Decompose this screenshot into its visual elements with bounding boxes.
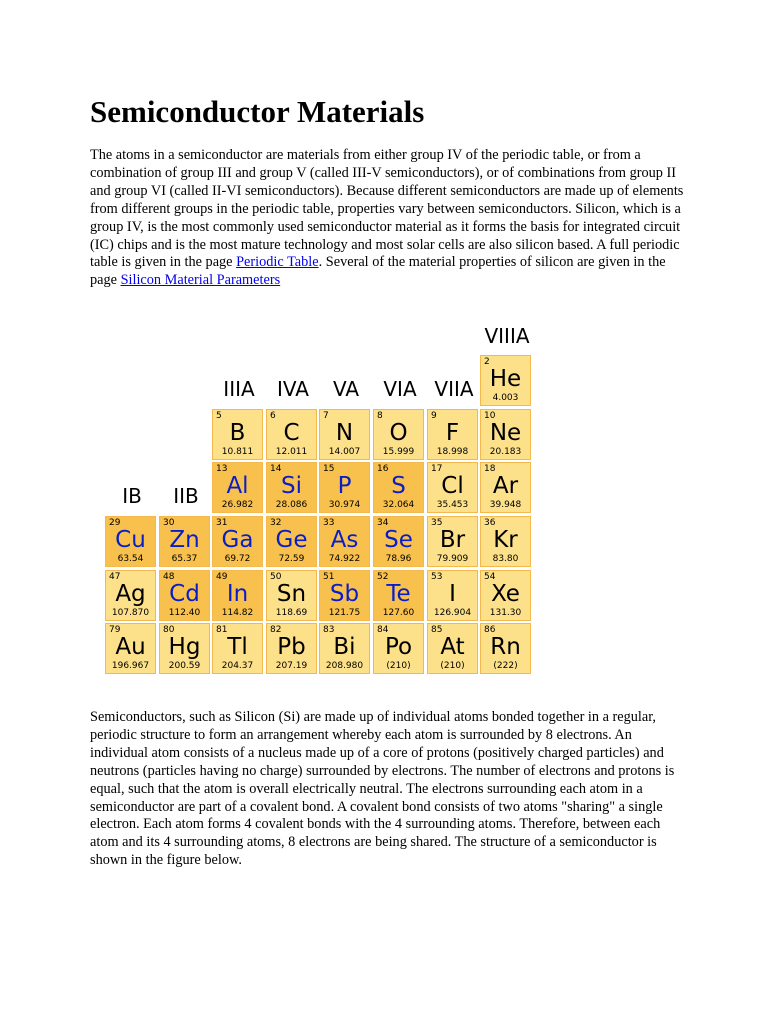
- element-cell-hg: [159, 623, 210, 674]
- element-symbol: N: [335, 420, 354, 446]
- atomic-mass: 30.974: [328, 500, 361, 510]
- element-symbol: He: [489, 366, 522, 392]
- atomic-number: 48: [163, 572, 175, 582]
- element-cell-p: [319, 462, 370, 513]
- atomic-number: 16: [377, 464, 389, 474]
- atomic-mass: 18.998: [436, 447, 469, 457]
- atomic-number: 14: [270, 464, 282, 474]
- atomic-mass: 14.007: [328, 447, 361, 457]
- group-header-ib: IB: [122, 484, 142, 508]
- element-cell-tl: [212, 623, 263, 674]
- element-cell-zn: [159, 516, 210, 567]
- element-symbol: Te: [386, 581, 411, 607]
- element-cell-pb: [266, 623, 317, 674]
- element-symbol: As: [330, 527, 359, 553]
- atomic-mass: 35.453: [436, 500, 469, 510]
- silicon-material-parameters-link[interactable]: Silicon Material Parameters: [120, 272, 281, 289]
- element-symbol: Al: [226, 473, 249, 499]
- atomic-number: 50: [270, 572, 282, 582]
- element-symbol: Pb: [277, 634, 306, 660]
- element-symbol: Ge: [275, 527, 308, 553]
- atomic-number: 10: [484, 411, 496, 421]
- group-header-viiia: VIIIA: [484, 324, 530, 348]
- atomic-mass: 4.003: [492, 393, 519, 403]
- element-cell-bi: [319, 623, 370, 674]
- atomic-mass: 208.980: [325, 661, 364, 671]
- element-symbol: Cd: [169, 581, 200, 607]
- element-symbol: Sb: [329, 581, 360, 607]
- periodic-table-figure: [105, 322, 530, 682]
- element-symbol: F: [445, 420, 460, 446]
- atomic-number: 51: [323, 572, 335, 582]
- atomic-mass: 118.69: [275, 608, 308, 618]
- element-cell-al: [212, 462, 263, 513]
- atomic-number: 52: [377, 572, 389, 582]
- element-symbol: Kr: [493, 527, 518, 553]
- periodic-table-link[interactable]: Periodic Table: [236, 254, 319, 271]
- element-cell-te: [373, 570, 424, 621]
- element-symbol: Rn: [490, 634, 521, 660]
- atomic-mass: 10.811: [221, 447, 254, 457]
- element-cell-as: [319, 516, 370, 567]
- atomic-number: 32: [270, 518, 282, 528]
- element-symbol: C: [283, 420, 300, 446]
- element-cell-cu: [105, 516, 156, 567]
- page-title: Semiconductor Materials: [90, 94, 425, 129]
- element-symbol: In: [226, 581, 249, 607]
- element-cell-o: [373, 409, 424, 460]
- atomic-mass: 107.870: [111, 608, 150, 618]
- element-symbol: O: [389, 420, 408, 446]
- atomic-mass: (210): [440, 661, 465, 671]
- element-cell-si: [266, 462, 317, 513]
- atomic-mass: 112.40: [168, 608, 201, 618]
- structure-paragraph: Semiconductors, such as Silicon (Si) are made up of individual atoms bonded together in a regular, periodic structure to form an arrangement whereby each atom is surrounded by 8 electrons. An individual atom consists of a nucleus made up of a core of protons (positively charged particles) and neutrons (particles having no charge) surrounded by electrons. The number of electrons and protons is equal, such that the atom is overall electrically neutral. The electrons surrounding each atom in a semiconductor are part of a covalent bond. A covalent bond consists of two atoms "sharing" a single electron. Each atom forms 4 covalent bonds with the 4 surrounding atoms. Therefore, between each atom and its 4 surrounding atoms, 8 electrons are being shared. The structure of a semiconductor is shown in the figure below.: [90, 709, 675, 869]
- element-symbol: Ag: [115, 581, 146, 607]
- atomic-mass: 74.922: [328, 554, 361, 564]
- element-cell-s: [373, 462, 424, 513]
- element-symbol: Po: [384, 634, 413, 660]
- element-cell-at: [427, 623, 478, 674]
- atomic-number: 84: [377, 625, 389, 635]
- element-symbol: P: [337, 473, 352, 499]
- element-cell-he: [480, 355, 531, 406]
- element-symbol: Si: [281, 473, 302, 499]
- atomic-number: 79: [109, 625, 121, 635]
- element-cell-b: [212, 409, 263, 460]
- atomic-mass: 69.72: [224, 554, 251, 564]
- atomic-number: 80: [163, 625, 175, 635]
- element-cell-n: [319, 409, 370, 460]
- element-cell-au: [105, 623, 156, 674]
- atomic-number: 83: [323, 625, 335, 635]
- atomic-number: 5: [216, 411, 222, 421]
- atomic-mass: 126.904: [433, 608, 472, 618]
- atomic-mass: 12.011: [275, 447, 308, 457]
- element-symbol: Ne: [489, 420, 522, 446]
- atomic-number: 30: [163, 518, 175, 528]
- element-cell-sn: [266, 570, 317, 621]
- group-header-va: VA: [332, 377, 360, 401]
- atomic-number: 36: [484, 518, 496, 528]
- atomic-number: 17: [431, 464, 443, 474]
- element-symbol: Br: [439, 527, 466, 553]
- atomic-number: 13: [216, 464, 228, 474]
- element-cell-br: [427, 516, 478, 567]
- element-symbol: Se: [384, 527, 413, 553]
- element-symbol: Tl: [227, 634, 248, 660]
- intro-text-b: . Several of the material properties of silicon are given in the page: [90, 254, 666, 289]
- atomic-mass: 20.183: [489, 447, 522, 457]
- atomic-mass: 72.59: [278, 554, 305, 564]
- atomic-mass: 207.19: [275, 661, 308, 671]
- atomic-number: 6: [270, 411, 276, 421]
- atomic-number: 33: [323, 518, 335, 528]
- element-cell-f: [427, 409, 478, 460]
- atomic-mass: 63.54: [117, 554, 144, 564]
- atomic-number: 47: [109, 572, 121, 582]
- element-cell-ga: [212, 516, 263, 567]
- atomic-number: 2: [484, 357, 490, 367]
- atomic-number: 81: [216, 625, 228, 635]
- element-cell-in: [212, 570, 263, 621]
- element-cell-sb: [319, 570, 370, 621]
- atomic-number: 82: [270, 625, 282, 635]
- atomic-number: 29: [109, 518, 121, 528]
- atomic-number: 54: [484, 572, 496, 582]
- atomic-number: 18: [484, 464, 496, 474]
- group-header-iib: IIB: [173, 484, 199, 508]
- atomic-mass: 204.37: [221, 661, 254, 671]
- atomic-number: 8: [377, 411, 383, 421]
- element-symbol: Zn: [169, 527, 200, 553]
- element-cell-cd: [159, 570, 210, 621]
- element-cell-po: [373, 623, 424, 674]
- atomic-number: 85: [431, 625, 443, 635]
- element-cell-ar: [480, 462, 531, 513]
- element-symbol: B: [229, 420, 246, 446]
- atomic-number: 53: [431, 572, 443, 582]
- element-symbol: Cu: [115, 527, 146, 553]
- atomic-mass: 196.967: [111, 661, 150, 671]
- element-symbol: Au: [115, 634, 146, 660]
- element-cell-ag: [105, 570, 156, 621]
- element-symbol: Cl: [441, 473, 464, 499]
- atomic-number: 31: [216, 518, 228, 528]
- atomic-mass: 15.999: [382, 447, 415, 457]
- atomic-mass: 78.96: [385, 554, 412, 564]
- atomic-mass: 26.982: [221, 500, 254, 510]
- atomic-number: 15: [323, 464, 335, 474]
- element-cell-cl: [427, 462, 478, 513]
- atomic-mass: 131.30: [489, 608, 522, 618]
- atomic-number: 9: [431, 411, 437, 421]
- element-cell-ne: [480, 409, 531, 460]
- group-header-iva: IVA: [277, 377, 309, 401]
- atomic-mass: 28.086: [275, 500, 308, 510]
- atomic-mass: 114.82: [221, 608, 254, 618]
- atomic-mass: (222): [493, 661, 518, 671]
- atomic-number: 49: [216, 572, 228, 582]
- element-symbol: I: [449, 581, 456, 607]
- group-header-iiia: IIIA: [223, 377, 255, 401]
- element-symbol: Sn: [276, 581, 307, 607]
- atomic-number: 34: [377, 518, 389, 528]
- intro-paragraph: [90, 147, 690, 290]
- atomic-mass: 121.75: [328, 608, 361, 618]
- atomic-mass: 65.37: [171, 554, 198, 564]
- element-symbol: Hg: [168, 634, 201, 660]
- atomic-number: 7: [323, 411, 329, 421]
- atomic-number: 35: [431, 518, 443, 528]
- element-cell-c: [266, 409, 317, 460]
- group-header-via: VIA: [383, 377, 417, 401]
- element-cell-i: [427, 570, 478, 621]
- atomic-number: 86: [484, 625, 496, 635]
- atomic-mass: 83.80: [492, 554, 519, 564]
- element-cell-xe: [480, 570, 531, 621]
- atomic-mass: 39.948: [489, 500, 522, 510]
- element-cell-kr: [480, 516, 531, 567]
- element-symbol: Xe: [491, 581, 520, 607]
- element-symbol: Ar: [492, 473, 519, 499]
- element-cell-se: [373, 516, 424, 567]
- intro-text-a: The atoms in a semiconductor are materials from either group IV of the periodic table, or from a combination of group III and group V (called III-V semiconductors), or of combinations from group II and group VI (called II-VI semiconductors). Because different semiconductors are made up of elements from different groups in the periodic table, properties vary between semiconductors. Silicon, which is a group IV, is the most commonly used semiconductor material as it forms the basis for integrated circuit (IC) chips and is the most mature technology and most solar cells are also silicon based. A full periodic table is given in the page: [90, 147, 684, 271]
- group-header-viia: VIIA: [434, 377, 474, 401]
- element-symbol: At: [440, 634, 465, 660]
- element-cell-rn: [480, 623, 531, 674]
- atomic-mass: 127.60: [382, 608, 415, 618]
- atomic-mass: 32.064: [382, 500, 415, 510]
- element-symbol: Ga: [221, 527, 254, 553]
- atomic-mass: 200.59: [168, 661, 201, 671]
- atomic-mass: 79.909: [436, 554, 469, 564]
- element-cell-ge: [266, 516, 317, 567]
- element-symbol: S: [391, 473, 406, 499]
- atomic-mass: (210): [386, 661, 411, 671]
- element-symbol: Bi: [333, 634, 356, 660]
